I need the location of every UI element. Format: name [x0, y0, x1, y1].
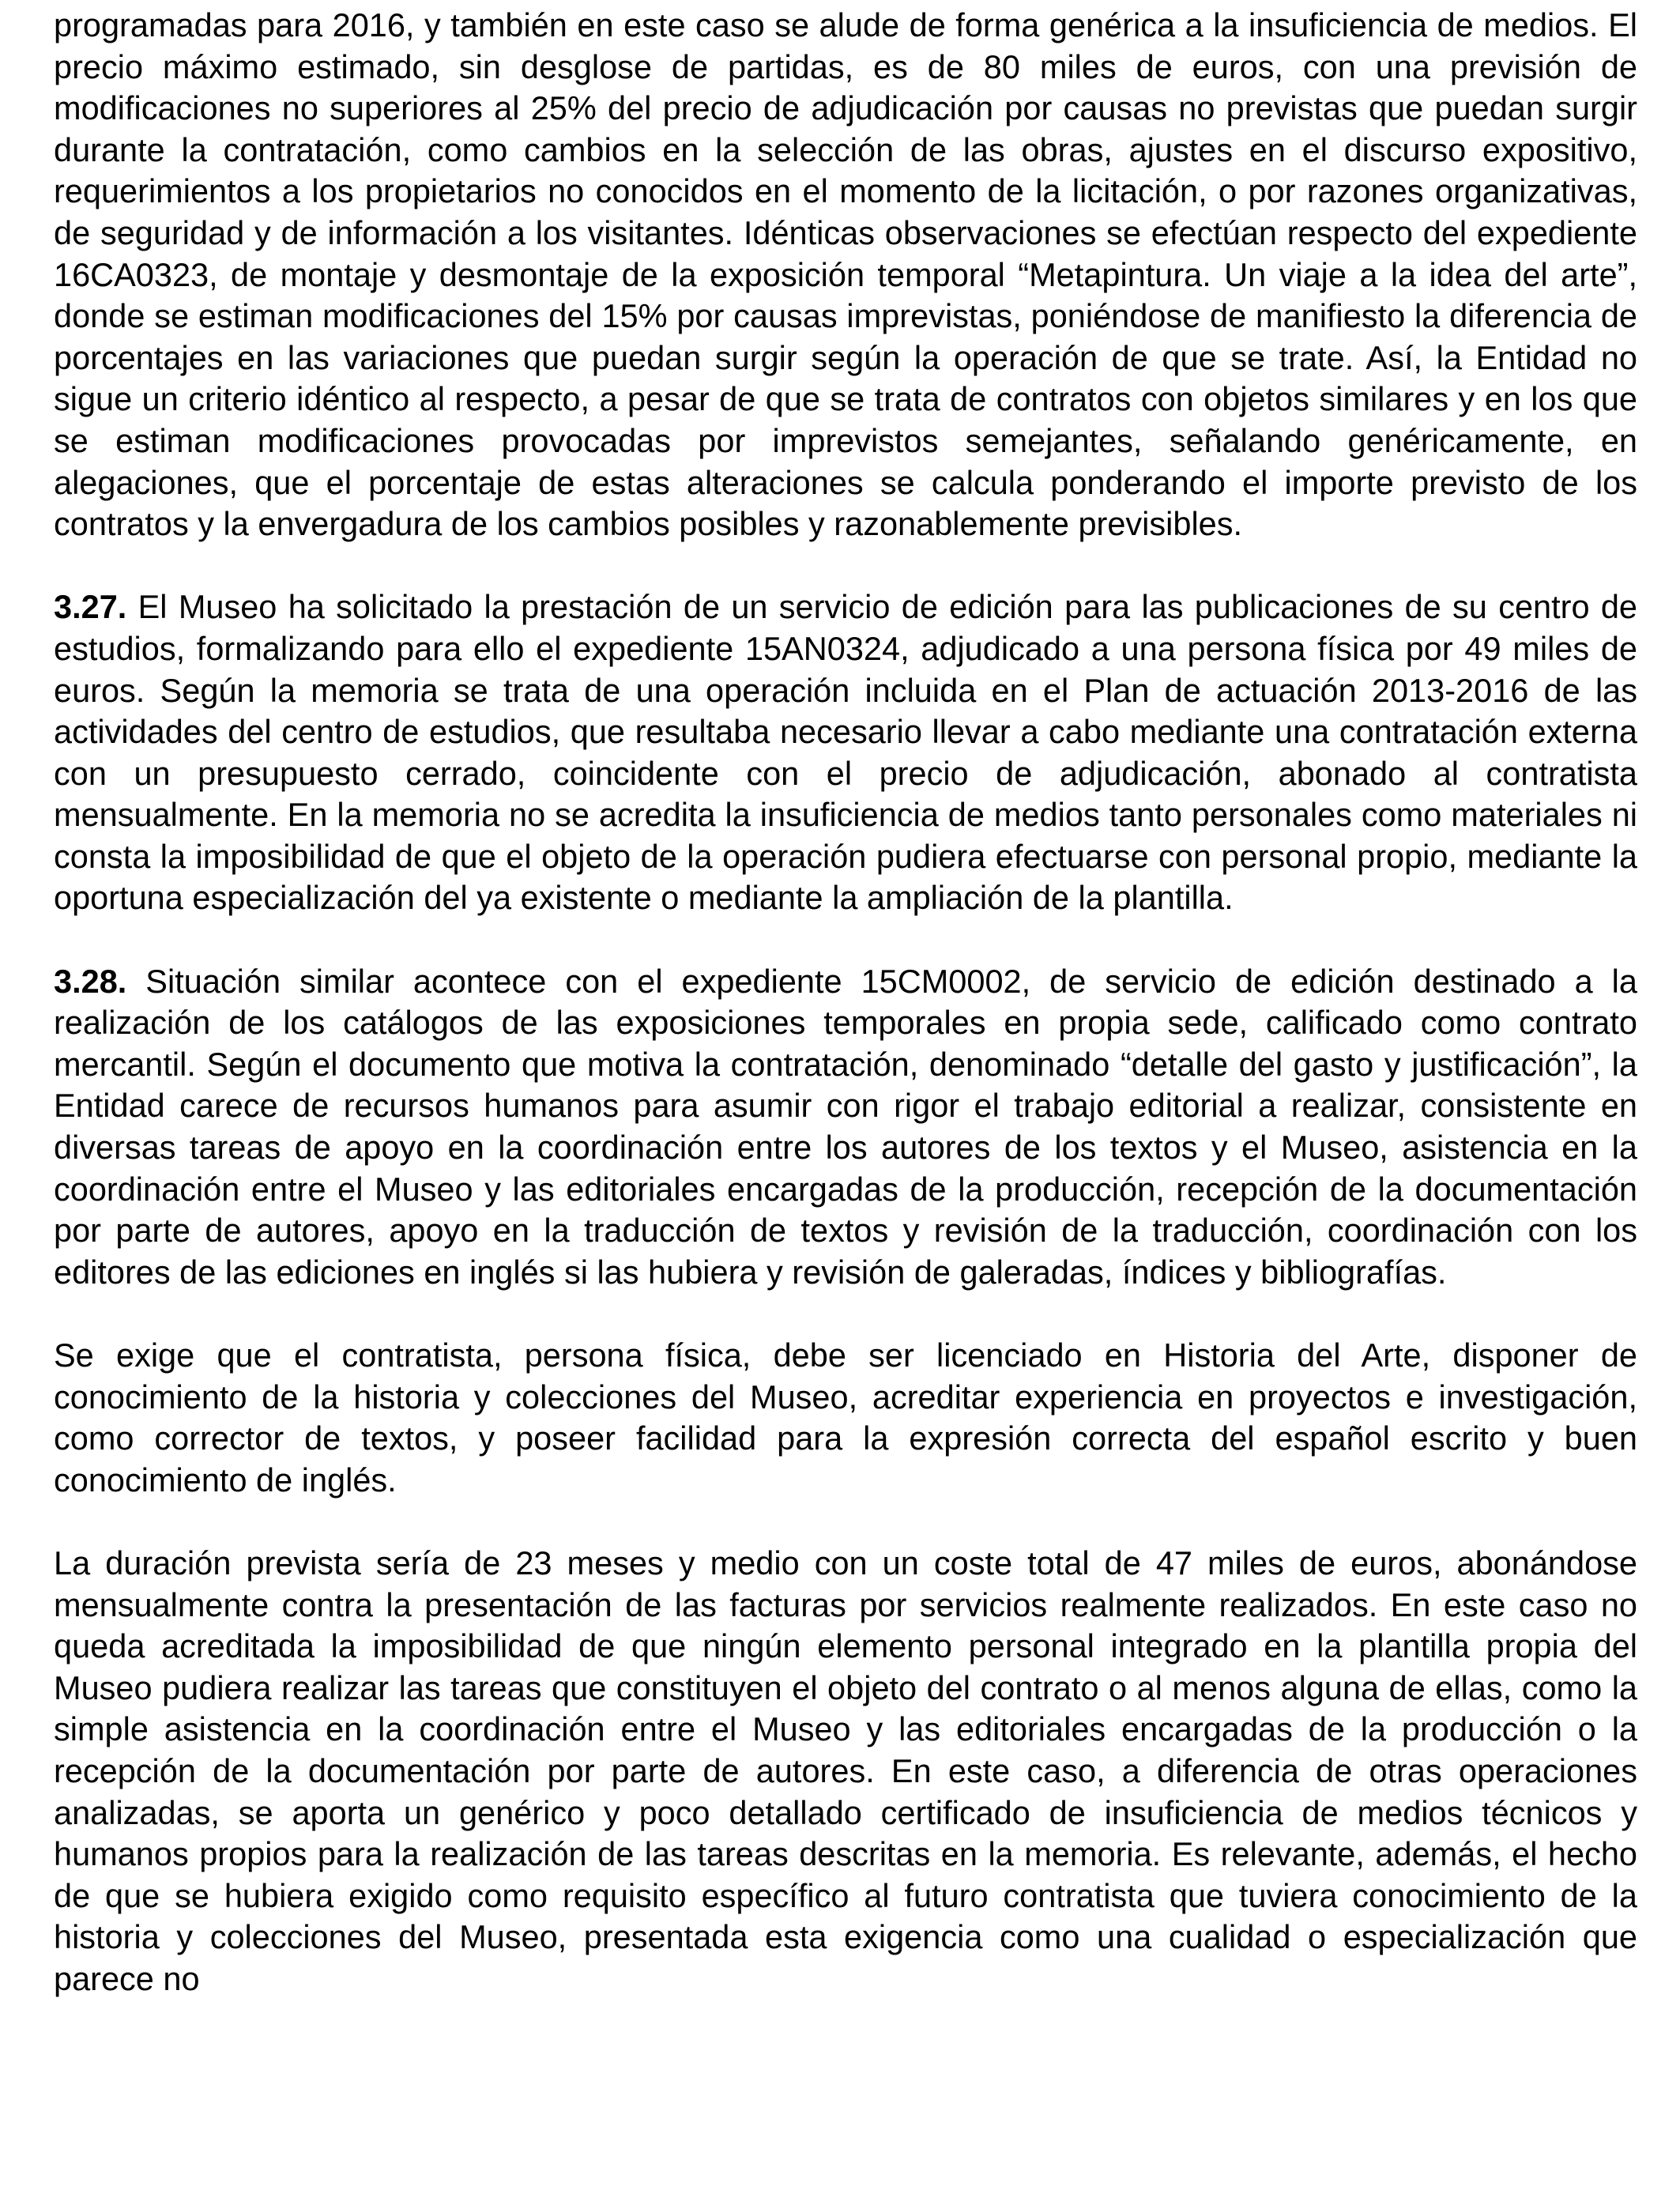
paragraph-duration: [54, 1543, 1637, 2000]
paragraph-number: 3.27.: [54, 588, 127, 626]
paragraph-3-28: [54, 961, 1637, 1294]
paragraph-text: Situación similar acontece con el expediente 15CM0002, de servicio de edición destinado a la realización de los catálogos de las exposiciones temporales en propia sede, calificado como contrato mercantil. Según el documento que motiva la contratación, denominado “detalle del gasto y justificación”, la Entidad carece de recursos humanos para asumir con rigor el trabajo editorial a realizar, consistente en diversas tareas de apoyo en la coordinación entre los autores de los textos y el Museo, asistencia en la coordinación entre el Museo y las editoriales encargadas de la producción, recepción de la documentación por parte de autores, apoyo en la traducción de textos y revisión de la traducción, coordinación con los editores de las ediciones en inglés si las hubiera y revisión de galeradas, índices y bibliografías.: [54, 962, 1637, 1291]
paragraph-text: programadas para 2016, y también en este caso se alude de forma genérica a la insuficiencia de medios. El precio máximo estimado, sin desglose de partidas, es de 80 miles de euros, con una previsión de modificaciones no superiores al 25% del precio de adjudicación por causas no previstas que puedan surgir durante la contratación, como cambios en la selección de las obras, ajustes en el discurso expositivo, requerimientos a los propietarios no conocidos en el momento de la licitación, o por razones organizativas, de seguridad y de información a los visitantes. Idénticas observaciones se efectúan respecto del expediente 16CA0323, de montaje y desmontaje de la exposición temporal “Metapintura. Un viaje a la idea del arte”, donde se estiman modificaciones del 15% por causas imprevistas, poniéndose de manifiesto la diferencia de porcentajes en las variaciones que puedan surgir según la operación de que se trate. Así, la Entidad no sigue un criterio idéntico al respecto, a pesar de que se trata de contratos con objetos similares y en los que se estiman modificaciones provocadas por imprevistos semejantes, señalando genéricamente, en alegaciones, que el porcentaje de estas alteraciones se calcula ponderando el importe previsto de los contratos y la envergadura de los cambios posibles y razonablemente previsibles.: [54, 6, 1637, 543]
document-page: [54, 5, 1637, 2000]
paragraph-number: 3.28.: [54, 962, 127, 1000]
paragraph-text: Se exige que el contratista, persona física, debe ser licenciado en Historia del Arte, disponer de conocimiento de la historia y colecciones del Museo, acreditar experiencia en proyectos e investigación, como corrector de textos, y poseer facilidad para la expresión correcta del español escrito y buen conocimiento de inglés.: [54, 1336, 1637, 1498]
paragraph-text: La duración prevista sería de 23 meses y medio con un coste total de 47 miles de euros, abonándose mensualmente contra la presentación de las facturas por servicios realmente realizados. En este caso no queda acreditada la imposibilidad de que ningún elemento personal integrado en la plantilla propia del Museo pudiera realizar las tareas que constituyen el objeto del contrato o al menos alguna de ellas, como la simple asistencia en la coordinación entre el Museo y las editoriales encargadas de la producción o la recepción de la documentación por parte de autores. En este caso, a diferencia de otras operaciones analizadas, se aporta un genérico y poco detallado certificado de insuficiencia de medios técnicos y humanos propios para la realización de las tareas descritas en la memoria. Es relevante, además, el hecho de que se hubiera exigido como requisito específico al futuro contratista que tuviera conocimiento de la historia y colecciones del Museo, presentada esta exigencia como una cualidad o especialización que parece no: [54, 1544, 1637, 1997]
paragraph-continuation: [54, 5, 1637, 545]
paragraph-requirements: [54, 1335, 1637, 1501]
paragraph-text: El Museo ha solicitado la prestación de un servicio de edición para las publicaciones de su centro de estudios, formalizando para ello el expediente 15AN0324, adjudicado a una persona física por 49 miles de euros. Según la memoria se trata de una operación incluida en el Plan de actuación 2013-2016 de las actividades del centro de estudios, que resultaba necesario llevar a cabo mediante una contratación externa con un presupuesto cerrado, coincidente con el precio de adjudicación, abonado al contratista mensualmente. En la memoria no se acredita la insuficiencia de medios tanto personales como materiales ni consta la imposibilidad de que el objeto de la operación pudiera efectuarse con personal propio, mediante la oportuna especialización del ya existente o mediante la ampliación de la plantilla.: [54, 588, 1637, 917]
paragraph-3-27: [54, 586, 1637, 919]
